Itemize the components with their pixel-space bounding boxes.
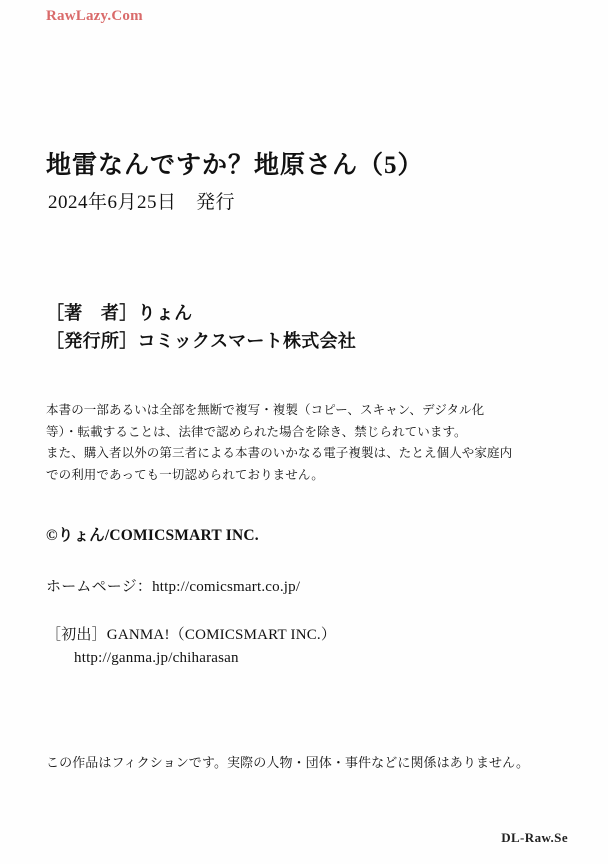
watermark-bottom: DL-Raw.Se (501, 830, 568, 845)
source-url: http://ganma.jp/chiharasan (74, 650, 239, 667)
publication-date: 2024年6月25日 発行 (48, 192, 236, 214)
homepage-line: ホームページ：http://comicsmart.co.jp/ (46, 579, 301, 596)
notice-line-3: また、購入者以外の第三者による本書のいかなる電子複製は、たとえ個人や家庭内 (46, 446, 513, 461)
page-title: 地雷なんですか？地原さん（5） (46, 152, 424, 179)
notice-line-1: 本書の一部あるいは全部を無断で複写・複製（コピー、スキャン、デジタル化 (46, 402, 485, 417)
source-block (46, 624, 568, 671)
source-label: ［初出］GANMA!（COMICSMART INC.） (46, 627, 337, 644)
author-line: ［著 者］りょん (46, 302, 193, 323)
publisher-line: ［発行所］コミックスマート株式会社 (46, 330, 357, 351)
credits-block (46, 300, 568, 356)
notice-line-2: 等）・転載することは、法律で認められた場合を除き、禁じられています。 (46, 424, 467, 439)
notice-line-4: での利用であっても一切認められておりません。 (46, 468, 324, 483)
fiction-disclaimer: この作品はフィクションです。実際の人物・団体・事件などに関係はありません。 (46, 755, 530, 770)
copyright-notice (46, 400, 568, 488)
watermark-top: RawLazy.Com (46, 8, 143, 24)
copyright-holder: ©りょん/COMICSMART INC. (46, 527, 259, 545)
colophon-content (46, 150, 568, 671)
